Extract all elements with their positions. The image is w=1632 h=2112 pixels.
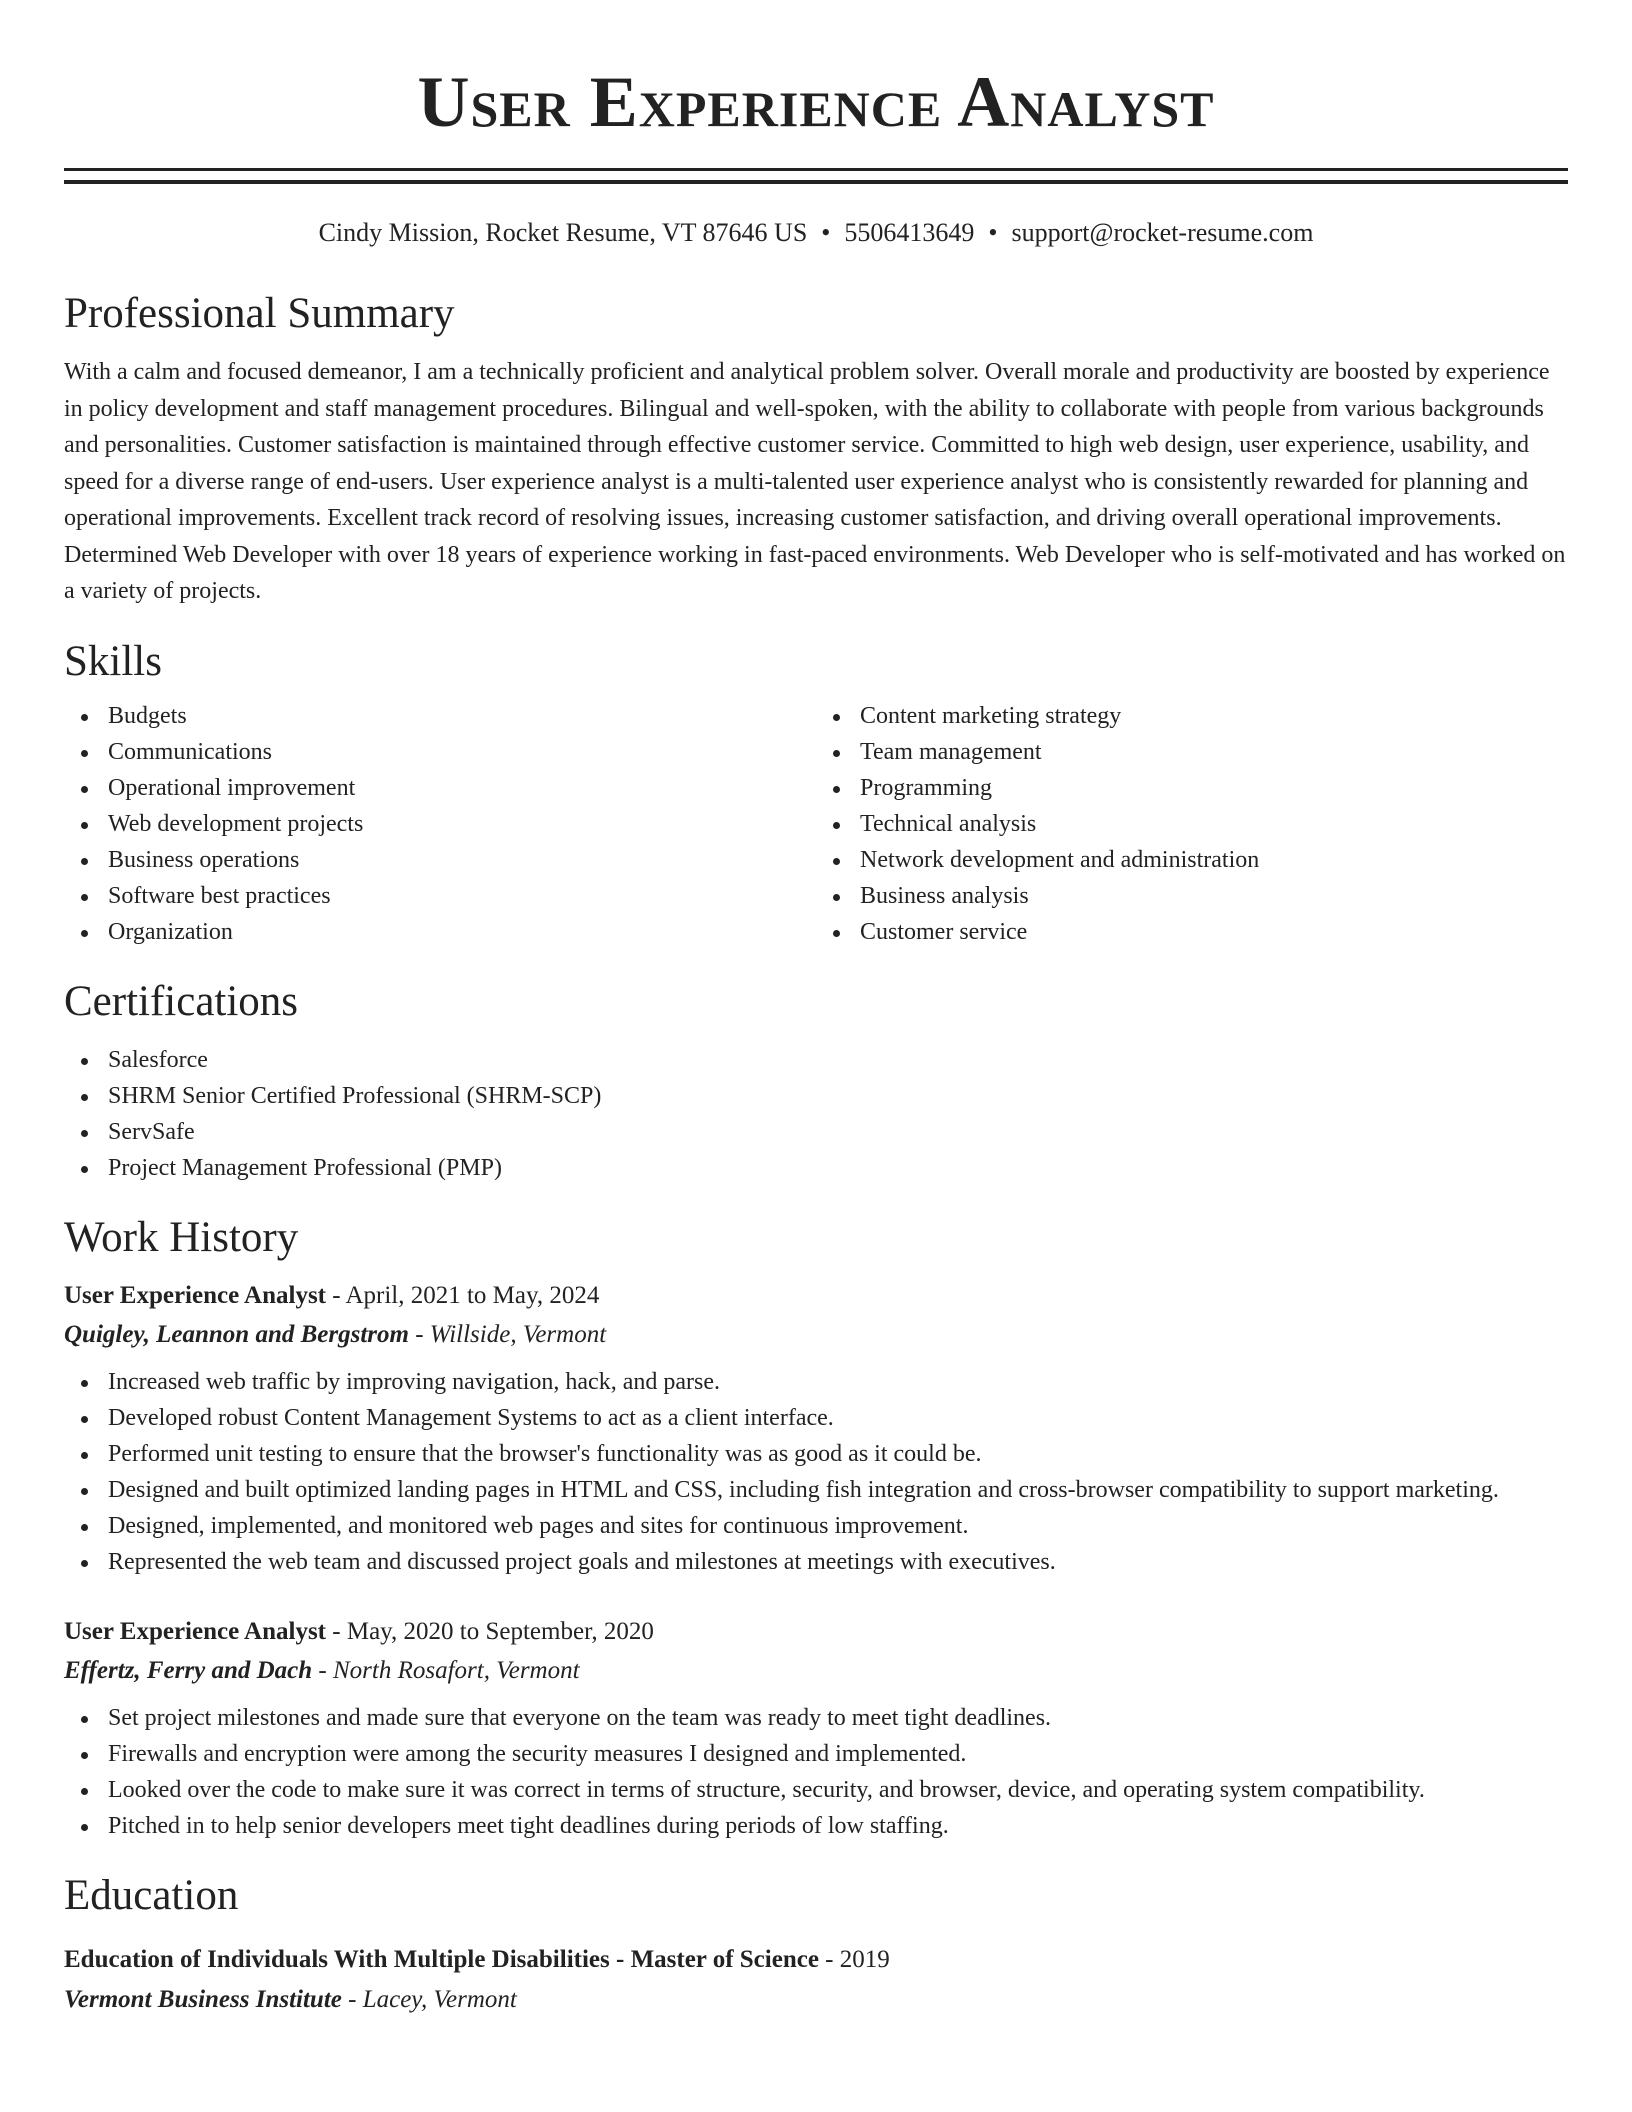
- certification-item: Project Management Professional (PMP): [108, 1150, 1568, 1186]
- skill-item: Technical analysis: [860, 806, 1568, 842]
- education-heading: Education: [64, 1871, 239, 1919]
- contact-line: [64, 218, 1568, 248]
- job-location: - Willside, Vermont: [408, 1320, 607, 1348]
- skills-list-left: [64, 698, 816, 950]
- skills-list-right: [816, 698, 1568, 950]
- title-double-rule: [64, 168, 1568, 184]
- job-entry: [64, 1276, 1568, 1580]
- job-duty-item: Performed unit testing to ensure that the browser's functionality was as good as it could be.: [108, 1436, 1568, 1472]
- certification-item: SHRM Senior Certified Professional (SHRM-SCP): [108, 1078, 1568, 1114]
- summary-text: With a calm and focused demeanor, I am a technically proficient and analytical problem solver. Overall morale and productivity are boosted by experience in policy development and staff management procedures. Bilingual and well-spoken, with the ability to collaborate with people from various backgrounds and personalities. Customer satisfaction is maintained through effective customer service. Committed to high web design, user experience, usability, and speed for a diverse range of end-users. User experience analyst is a multi-talented user experience analyst who is consistently rewarded for planning and operational improvements. Excellent track record of resolving issues, increasing customer satisfaction, and driving overall operational improvements. Determined Web Developer with over 18 years of experience working in fast-paced environments. Web Developer who is self-motivated and has worked on a variety of projects.: [64, 359, 1566, 604]
- skills-heading: Skills: [64, 637, 162, 685]
- skill-item: Customer service: [860, 914, 1568, 950]
- job-duty-item: Increased web traffic by improving navigation, hack, and parse.: [108, 1364, 1568, 1400]
- skills-columns: [64, 698, 1568, 950]
- education-year: - 2019: [818, 1945, 890, 1973]
- skill-item: Operational improvement: [108, 770, 816, 806]
- skill-item: Communications: [108, 734, 816, 770]
- contact-email: support@rocket-resume.com: [1011, 218, 1314, 247]
- contact-separator: •: [988, 218, 998, 247]
- summary-heading: Professional Summary: [64, 290, 455, 337]
- certification-item: Salesforce: [108, 1042, 1568, 1078]
- skill-item: Content marketing strategy: [860, 698, 1568, 734]
- job-duty-item: Firewalls and encryption were among the security measures I designed and implemented.: [108, 1736, 1568, 1772]
- job-title-line: [64, 1612, 1568, 1652]
- job-title-line: [64, 1276, 1568, 1316]
- job-duty-item: Set project milestones and made sure that everyone on the team was ready to meet tight deadlines.: [108, 1700, 1568, 1736]
- skill-item: Business operations: [108, 842, 816, 878]
- education-school: Vermont Business Institute: [64, 1985, 342, 2013]
- contact-phone: 5506413649: [844, 218, 975, 247]
- job-duty-item: Developed robust Content Management Systems to act as a client interface.: [108, 1400, 1568, 1436]
- skill-item: Web development projects: [108, 806, 816, 842]
- certification-item: ServSafe: [108, 1114, 1568, 1150]
- skill-item: Programming: [860, 770, 1568, 806]
- job-title: User Experience Analyst: [64, 1281, 327, 1309]
- skill-item: Network development and administration: [860, 842, 1568, 878]
- skill-item: Software best practices: [108, 878, 816, 914]
- education-degree: Education of Individuals With Multiple Disabilities - Master of Science: [64, 1945, 819, 1973]
- job-duty-item: Represented the web team and discussed project goals and milestones at meetings with executives.: [108, 1544, 1568, 1580]
- job-dates: - May, 2020 to September, 2020: [326, 1617, 654, 1645]
- resume-title: User Experience Analyst: [417, 62, 1215, 142]
- job-entry: [64, 1612, 1568, 1844]
- job-title: User Experience Analyst: [64, 1617, 327, 1645]
- job-location: - North Rosafort, Vermont: [312, 1656, 580, 1684]
- job-duty-item: Designed, implemented, and monitored web pages and sites for continuous improvement.: [108, 1508, 1568, 1544]
- skill-item: Business analysis: [860, 878, 1568, 914]
- job-duty-item: Pitched in to help senior developers meet tight deadlines during periods of low staffing.: [108, 1808, 1568, 1844]
- work-history-heading: Work History: [64, 1213, 299, 1261]
- certifications-heading: Certifications: [64, 977, 299, 1025]
- education-degree-line: [64, 1940, 1568, 1980]
- job-duty-item: Looked over the code to make sure it was correct in terms of structure, security, and browser, device, and operating system compatibility.: [108, 1772, 1568, 1808]
- job-company-line: [64, 1316, 1568, 1354]
- education-school-line: [64, 1980, 1568, 2020]
- skill-item: Team management: [860, 734, 1568, 770]
- job-duties-list: [64, 1700, 1568, 1844]
- contact-separator: •: [821, 218, 831, 247]
- job-company-line: [64, 1652, 1568, 1690]
- job-duties-list: [64, 1364, 1568, 1580]
- certifications-list: [64, 1042, 1568, 1186]
- job-company: Quigley, Leannon and Bergstrom: [64, 1320, 409, 1348]
- job-duty-item: Designed and built optimized landing pages in HTML and CSS, including fish integration and cross-browser compatibility to support marketing.: [108, 1472, 1568, 1508]
- skill-item: Budgets: [108, 698, 816, 734]
- skill-item: Organization: [108, 914, 816, 950]
- education-location: - Lacey, Vermont: [341, 1985, 517, 2013]
- job-dates: - April, 2021 to May, 2024: [326, 1281, 600, 1309]
- contact-address: Cindy Mission, Rocket Resume, VT 87646 US: [318, 218, 808, 247]
- job-company: Effertz, Ferry and Dach: [64, 1656, 313, 1684]
